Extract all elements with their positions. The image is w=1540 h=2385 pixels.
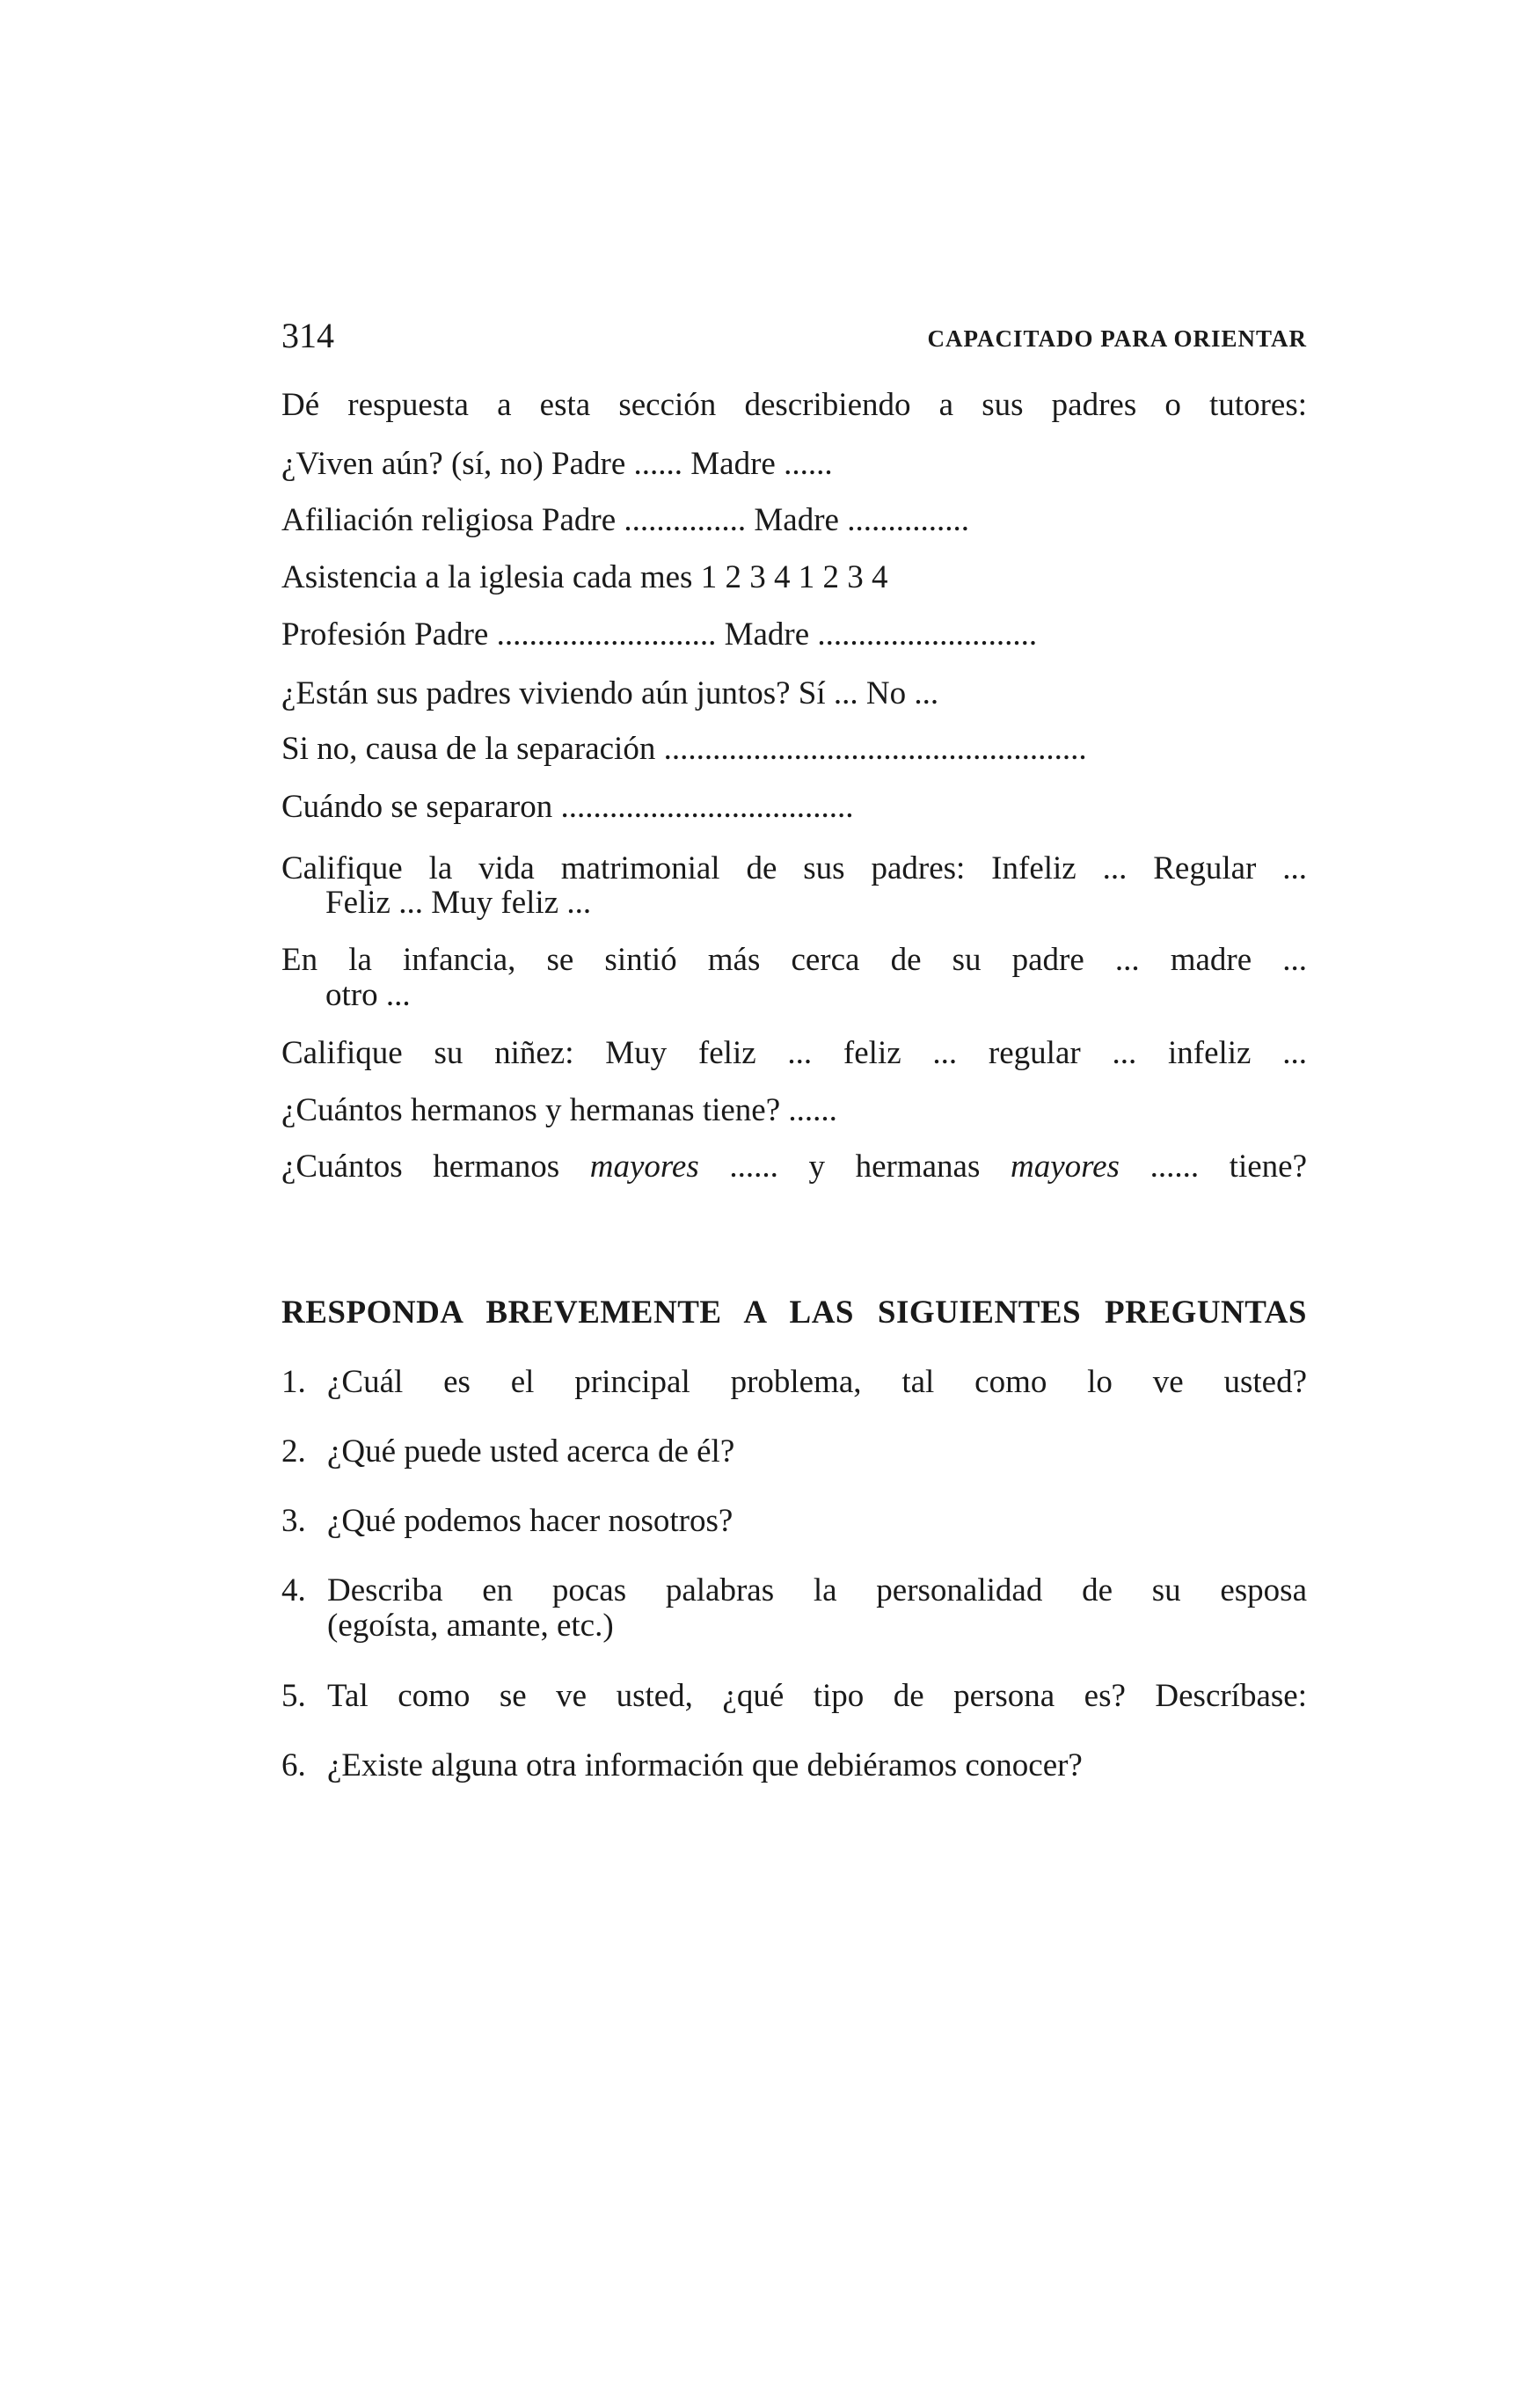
attendance-line: Asistencia a la iglesia cada mes 1 2 3 4 1 2 3 4 — [281, 559, 888, 595]
older-siblings-line: ¿Cuántos hermanos mayores ...... y hermanas mayores ...... tiene? — [281, 1149, 1308, 1185]
intro-line: Dé respuesta a esta sección describiendo a sus padres o tutores: — [281, 387, 1307, 423]
question-number: 3. — [281, 1503, 306, 1539]
childhood-rating-line: Califique su niñez: Muy feliz ... feliz ... regular ... infeliz ... — [281, 1035, 1307, 1071]
question-number: 1. — [281, 1364, 306, 1400]
separation-cause-line: Si no, causa de la separación .................................................... — [281, 731, 1087, 767]
question-text: ¿Cuál es el principal problema, tal como lo ve usted? — [327, 1364, 1307, 1400]
marriage-rating-cont: Feliz ... Muy feliz ... — [325, 885, 592, 921]
alive-line: ¿Viven aún? (sí, no) Padre ...... Madre ...... — [281, 446, 833, 482]
question-text: Describa en pocas palabras la personalidad de su esposa — [327, 1572, 1307, 1608]
running-head: CAPACITADO PARA ORIENTAR — [927, 325, 1307, 352]
marriage-rating-line: Califique la vida matrimonial de sus padres: Infeliz ... Regular ... — [281, 850, 1307, 886]
question-item — [281, 1747, 1307, 1784]
page-number: 314 — [281, 316, 334, 355]
together-line: ¿Están sus padres viviendo aún juntos? Sí ... No ... — [281, 675, 939, 711]
question-text: ¿Qué puede usted acerca de él? — [327, 1433, 735, 1470]
separation-date-line: Cuándo se separaron .................................... — [281, 789, 854, 825]
question-text: ¿Existe alguna otra información que debiéramos conocer? — [327, 1747, 1083, 1783]
question-number: 5. — [281, 1678, 306, 1714]
section-heading: RESPONDA BREVEMENTE A LAS SIGUIENTES PREGUNTAS — [281, 1295, 1307, 1331]
page-header — [281, 310, 1307, 362]
siblings-count-line: ¿Cuántos hermanos y hermanas tiene? ...... — [281, 1092, 837, 1128]
question-item — [281, 1364, 1307, 1401]
question-item — [281, 1678, 1307, 1715]
childhood-closeness-line: En la infancia, se sintió más cerca de su padre ... madre ... — [281, 942, 1307, 978]
childhood-closeness-cont: otro ... — [325, 977, 411, 1013]
question-number: 4. — [281, 1572, 306, 1608]
question-item — [281, 1433, 1307, 1470]
profession-line: Profesión Padre ........................... Madre ........................... — [281, 616, 1038, 653]
question-text: ¿Qué podemos hacer nosotros? — [327, 1503, 734, 1539]
question-item — [281, 1572, 1307, 1609]
question-item — [281, 1503, 1307, 1540]
question-text-cont: (egoísta, amante, etc.) — [327, 1608, 614, 1644]
question-number: 2. — [281, 1433, 306, 1470]
question-text: Tal como se ve usted, ¿qué tipo de persona es? Descríbase: — [327, 1678, 1307, 1714]
religion-line: Afiliación religiosa Padre ............... Madre ............... — [281, 502, 969, 538]
question-number: 6. — [281, 1747, 306, 1783]
